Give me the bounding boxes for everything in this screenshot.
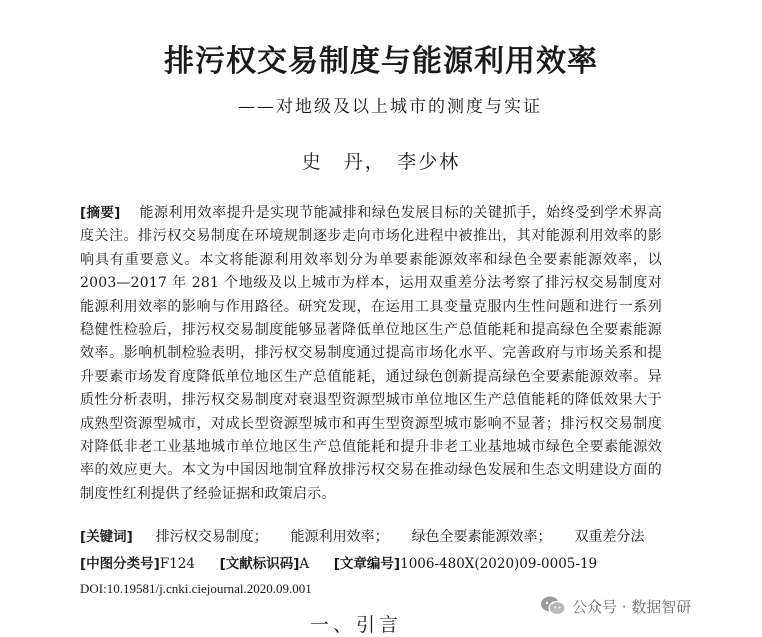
paper-title: 排污权交易制度与能源利用效率 (164, 44, 598, 79)
watermark (540, 593, 691, 619)
classification-line (80, 554, 680, 574)
paper-authors: 史 丹， 李少林 (301, 151, 461, 173)
paper-subtitle: ——对地级及以上城市的测度与实证 (238, 97, 542, 117)
keyword-item: 双重差分法 (574, 529, 645, 545)
keywords (80, 527, 670, 547)
keyword-item: 能源利用效率； (290, 529, 389, 545)
article-number-value: 1006-480X(2020)09-0005-19 (400, 556, 598, 572)
section-heading: 一、引言 (310, 614, 403, 636)
abstract-label: [摘要] (80, 205, 121, 221)
article-number-label: [文章编号] (333, 556, 401, 572)
wechat-icon (540, 595, 566, 617)
clc-value: F124 (159, 556, 195, 572)
doc-code-value: A (299, 556, 310, 572)
watermark-text: 公众号 · 数据智研 (572, 597, 692, 616)
abstract (80, 202, 662, 506)
keyword-item: 绿色全要素能源效率； (411, 529, 552, 545)
keywords-label: [关键词] (80, 529, 133, 545)
abstract-text: 能源利用效率提升是实现节能减排和绿色发展目标的关键抓手，始终受到学术界高度关注。排污权交易制度在环境规制逐步走向市场化进程中被推出，其对能源利用效率的影响具有重要意义。本文将能源利用效率划分为单要素能源效率和绿色全要素能源效率，以 2003—2017 年 281 个地级及以上城市为样本，运用双重差分法考察了排污权交易制度对能源利用效率的影响与作用路径。研究发现，在运用工具变量克服内生性问题和进行一系列稳健性检验后，排污权交易制度能够显著降低单位地区生产总值能耗和提高绿色全要素能源效率。影响机制检验表明，排污权交易制度通过提高市场化水平、完善政府与市场关系和提升要素市场发育度降低单位地区生产总值能耗，通过绿色创新提高绿色全要素能源效率。异质性分析表明，排污权交易制度对衰退型资源型城市单位地区生产总值能耗的降低效果大于成熟型资源型城市，对成长型资源型城市和再生型资源型城市影响不显著；排污权交易制度对降低非老工业基地城市单位地区生产总值能耗和提升非老工业基地城市绿色全要素能源效率的效应更大。本文为中国因地制宜释放排污权交易在推动绿色发展和生态文明建设方面的制度性红利提供了经验证据和政策启示。 (80, 205, 663, 502)
doc-code-label: [文献标识码] (219, 556, 300, 572)
clc-label: [中图分类号] (80, 556, 160, 572)
doi: DOI:10.19581/j.cnki.ciejournal.2020.09.001 (80, 581, 312, 596)
keyword-item: 排污权交易制度； (155, 529, 268, 545)
